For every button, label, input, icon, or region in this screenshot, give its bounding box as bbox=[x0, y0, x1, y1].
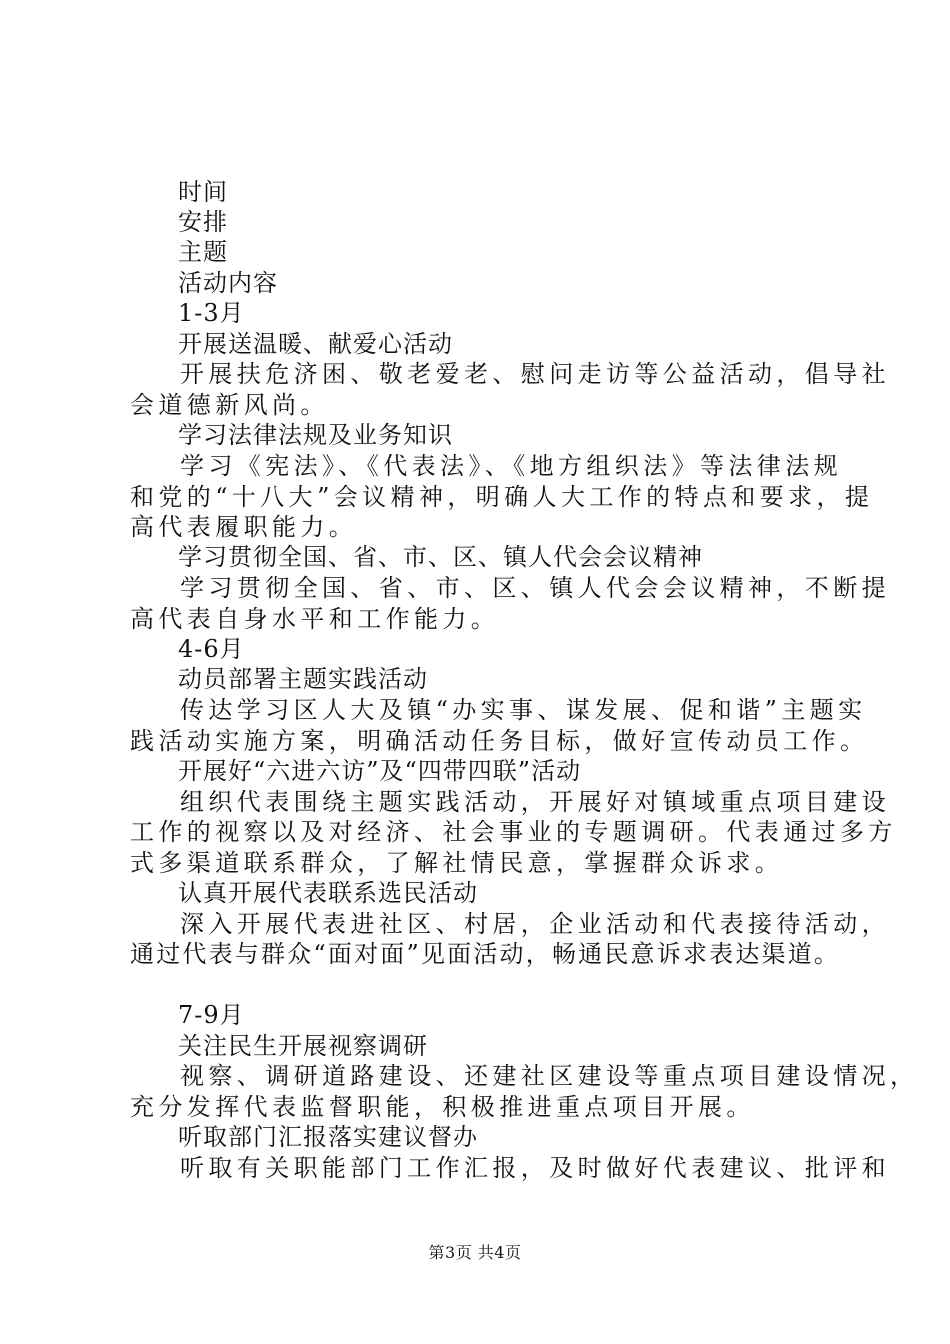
text-line: 认真开展代表联系选民活动 bbox=[178, 879, 478, 907]
paragraph-line: 学习《宪法》、《代表法》、《地方组织法》等法律法规 bbox=[180, 452, 842, 480]
paragraph-line: 开展扶危济困、敬老爱老、慰问走访等公益活动，倡导社 bbox=[180, 360, 890, 388]
paragraph-line: 听取有关职能部门工作汇报，及时做好代表建议、批评和 bbox=[180, 1154, 890, 1182]
text-line: 开展送温暖、献爱心活动 bbox=[178, 330, 453, 358]
text-line: 主题 bbox=[178, 238, 228, 266]
paragraph-line: 深入开展代表进社区、村居，企业活动和代表接待活动， bbox=[180, 910, 890, 938]
text-line: 7-9月 bbox=[178, 1001, 245, 1029]
paragraph-line: 践活动实施方案，明确活动任务目标，做好宣传动员工作。 bbox=[130, 727, 869, 755]
text-line: 学习贯彻全国、省、市、区、镇人代会会议精神 bbox=[178, 543, 703, 571]
page-number-footer: 第3页 共4页 bbox=[428, 1243, 522, 1262]
paragraph-line: 工作的视察以及对经济、社会事业的专题调研。代表通过多方 bbox=[130, 818, 897, 846]
paragraph-line: 会道德新风尚。 bbox=[130, 391, 329, 419]
paragraph-line: 学习贯彻全国、省、市、区、镇人代会会议精神，不断提 bbox=[180, 574, 890, 602]
text-line: 1-3月 bbox=[178, 299, 245, 327]
paragraph-line: 高代表自身水平和工作能力。 bbox=[130, 605, 500, 633]
text-line: 4-6月 bbox=[178, 635, 245, 663]
text-line: 动员部署主题实践活动 bbox=[178, 665, 428, 693]
paragraph-line: 高代表履职能力。 bbox=[130, 513, 358, 541]
text-line: 安排 bbox=[178, 208, 228, 236]
paragraph-line: 式多渠道联系群众，了解社情民意，掌握群众诉求。 bbox=[130, 849, 784, 877]
text-line: 关注民生开展视察调研 bbox=[178, 1032, 428, 1060]
paragraph-line: 组织代表围绕主题实践活动，开展好对镇域重点项目建设 bbox=[180, 788, 890, 816]
paragraph-line: 和党的“十八大”会议精神，明确人大工作的特点和要求，提 bbox=[130, 483, 874, 511]
text-line: 听取部门汇报落实建议督办 bbox=[178, 1123, 478, 1151]
text-line: 活动内容 bbox=[178, 269, 278, 297]
paragraph-line: 传达学习区人大及镇“办实事、谋发展、促和谐”主题实 bbox=[180, 696, 867, 724]
paragraph-line: 通过代表与群众“面对面”见面活动，畅通民意诉求表达渠道。 bbox=[130, 940, 841, 968]
text-line: 学习法律法规及业务知识 bbox=[178, 421, 453, 449]
paragraph-line: 充分发挥代表监督职能，积极推进重点项目开展。 bbox=[130, 1093, 755, 1121]
text-line: 开展好“六进六访”及“四带四联”活动 bbox=[178, 757, 582, 785]
text-line: 时间 bbox=[178, 178, 228, 206]
paragraph-line: 视察、调研道路建设、还建社区建设等重点项目建设情况， bbox=[180, 1062, 919, 1090]
